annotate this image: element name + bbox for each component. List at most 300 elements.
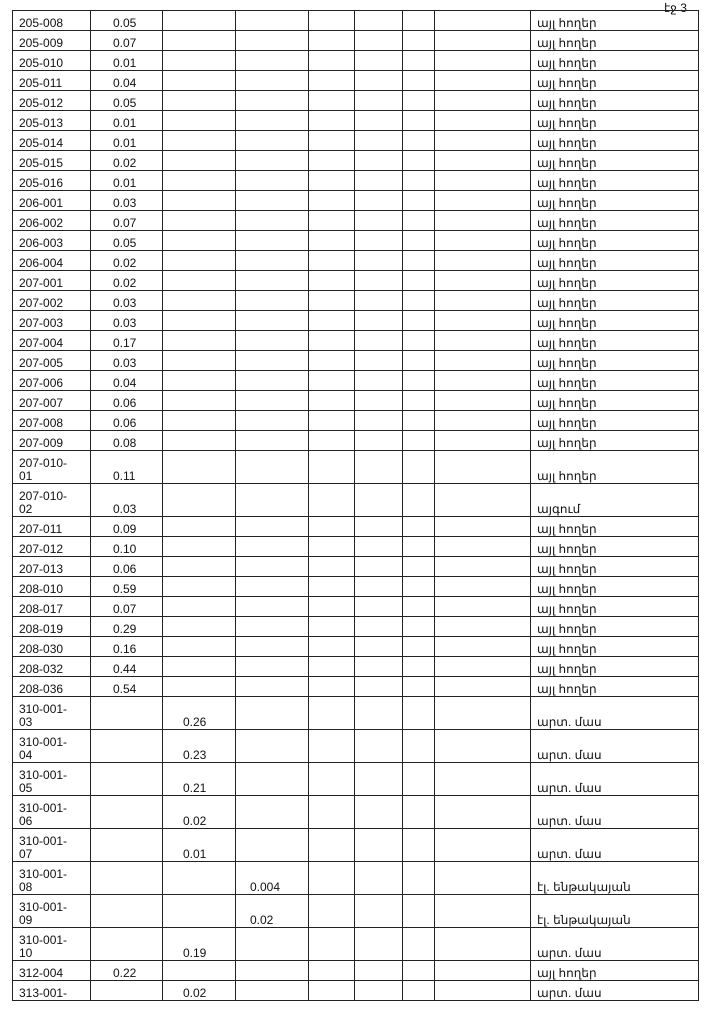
- table-row: [13, 763, 699, 796]
- table-row: [13, 431, 699, 451]
- area-energy-cell: [236, 131, 309, 151]
- empty-cell: [403, 981, 435, 1001]
- empty-cell: [435, 251, 531, 271]
- area-other-cell: 0.05: [91, 91, 163, 111]
- empty-cell: [355, 11, 403, 31]
- area-industrial-cell: [163, 291, 236, 311]
- empty-cell: [309, 231, 355, 251]
- area-other-cell: [91, 763, 163, 796]
- area-energy-cell: [236, 537, 309, 557]
- empty-cell: [309, 961, 355, 981]
- land-type-cell: այլ հողեր: [531, 637, 699, 657]
- empty-cell: [435, 31, 531, 51]
- area-other-cell: 0.01: [91, 111, 163, 131]
- area-energy-cell: [236, 311, 309, 331]
- area-other-cell: [91, 697, 163, 730]
- table-row: [13, 31, 699, 51]
- area-energy-cell: [236, 517, 309, 537]
- empty-cell: [403, 637, 435, 657]
- area-other-cell: [91, 862, 163, 895]
- empty-cell: [435, 71, 531, 91]
- empty-cell: [435, 431, 531, 451]
- empty-cell: [355, 617, 403, 637]
- empty-cell: [355, 51, 403, 71]
- area-other-cell: 0.03: [91, 291, 163, 311]
- area-other-cell: 0.44: [91, 657, 163, 677]
- land-type-cell: այլ հողեր: [531, 271, 699, 291]
- empty-cell: [309, 371, 355, 391]
- land-type-cell: այլ հողեր: [531, 311, 699, 331]
- empty-cell: [355, 597, 403, 617]
- area-other-cell: 0.06: [91, 411, 163, 431]
- area-energy-cell: [236, 928, 309, 961]
- area-industrial-cell: [163, 171, 236, 191]
- table-row: [13, 151, 699, 171]
- empty-cell: [309, 928, 355, 961]
- land-type-cell: արտ. մաս: [531, 730, 699, 763]
- table-row: [13, 597, 699, 617]
- empty-cell: [403, 131, 435, 151]
- empty-cell: [403, 697, 435, 730]
- area-energy-cell: [236, 697, 309, 730]
- empty-cell: [355, 537, 403, 557]
- empty-cell: [403, 577, 435, 597]
- parcel-id-cell: 208-032: [13, 657, 91, 677]
- empty-cell: [309, 31, 355, 51]
- area-energy-cell: [236, 981, 309, 1001]
- area-energy-cell: [236, 291, 309, 311]
- area-other-cell: 0.17: [91, 331, 163, 351]
- parcel-id-cell: 207-007: [13, 391, 91, 411]
- land-type-cell: արտ. մաս: [531, 796, 699, 829]
- empty-cell: [309, 730, 355, 763]
- empty-cell: [435, 151, 531, 171]
- area-energy-cell: [236, 11, 309, 31]
- parcel-id-cell: 207-008: [13, 411, 91, 431]
- table-row: [13, 331, 699, 351]
- parcel-id-cell: 207-010- 01: [13, 451, 91, 484]
- empty-cell: [435, 981, 531, 1001]
- empty-cell: [355, 251, 403, 271]
- area-industrial-cell: 0.23: [163, 730, 236, 763]
- land-type-cell: այլ հողեր: [531, 677, 699, 697]
- area-industrial-cell: [163, 371, 236, 391]
- table-row: [13, 271, 699, 291]
- land-type-cell: այլ հողեր: [531, 557, 699, 577]
- empty-cell: [403, 677, 435, 697]
- parcel-id-cell: 205-014: [13, 131, 91, 151]
- empty-cell: [309, 191, 355, 211]
- empty-cell: [355, 763, 403, 796]
- area-energy-cell: [236, 617, 309, 637]
- empty-cell: [403, 451, 435, 484]
- table-row: [13, 371, 699, 391]
- land-type-cell: այլ հողեր: [531, 451, 699, 484]
- empty-cell: [309, 411, 355, 431]
- area-industrial-cell: [163, 657, 236, 677]
- area-industrial-cell: [163, 451, 236, 484]
- empty-cell: [435, 961, 531, 981]
- empty-cell: [435, 91, 531, 111]
- area-energy-cell: 0.004: [236, 862, 309, 895]
- empty-cell: [403, 191, 435, 211]
- area-industrial-cell: [163, 231, 236, 251]
- empty-cell: [403, 111, 435, 131]
- empty-cell: [403, 211, 435, 231]
- table-row: [13, 637, 699, 657]
- parcel-id-cell: 207-013: [13, 557, 91, 577]
- area-energy-cell: [236, 211, 309, 231]
- area-energy-cell: [236, 71, 309, 91]
- empty-cell: [355, 151, 403, 171]
- parcel-id-cell: 206-004: [13, 251, 91, 271]
- empty-cell: [355, 981, 403, 1001]
- empty-cell: [435, 131, 531, 151]
- empty-cell: [309, 131, 355, 151]
- area-other-cell: [91, 796, 163, 829]
- empty-cell: [355, 351, 403, 371]
- empty-cell: [403, 251, 435, 271]
- empty-cell: [435, 331, 531, 351]
- empty-cell: [435, 796, 531, 829]
- parcel-id-cell: 207-006: [13, 371, 91, 391]
- area-industrial-cell: 0.02: [163, 796, 236, 829]
- empty-cell: [435, 862, 531, 895]
- land-type-cell: այլ հողեր: [531, 371, 699, 391]
- empty-cell: [355, 577, 403, 597]
- land-type-cell: արտ. մաս: [531, 829, 699, 862]
- land-type-cell: այլ հողեր: [531, 331, 699, 351]
- empty-cell: [355, 829, 403, 862]
- land-type-cell: այլ հողեր: [531, 537, 699, 557]
- area-other-cell: 0.07: [91, 597, 163, 617]
- area-industrial-cell: [163, 111, 236, 131]
- table-row: [13, 517, 699, 537]
- empty-cell: [403, 31, 435, 51]
- empty-cell: [309, 677, 355, 697]
- land-type-cell: այլ հողեր: [531, 31, 699, 51]
- empty-cell: [403, 617, 435, 637]
- empty-cell: [309, 271, 355, 291]
- area-industrial-cell: [163, 895, 236, 928]
- area-energy-cell: [236, 31, 309, 51]
- empty-cell: [435, 517, 531, 537]
- parcel-id-cell: 208-019: [13, 617, 91, 637]
- empty-cell: [309, 617, 355, 637]
- area-energy-cell: [236, 597, 309, 617]
- empty-cell: [403, 331, 435, 351]
- land-type-cell: արտ. մաս: [531, 763, 699, 796]
- table-row: [13, 981, 699, 1001]
- area-other-cell: [91, 981, 163, 1001]
- empty-cell: [435, 763, 531, 796]
- empty-cell: [309, 211, 355, 231]
- area-energy-cell: [236, 829, 309, 862]
- area-other-cell: 0.03: [91, 191, 163, 211]
- land-type-cell: այլ հողեր: [531, 617, 699, 637]
- land-type-cell: այլ հողեր: [531, 597, 699, 617]
- empty-cell: [403, 171, 435, 191]
- empty-cell: [435, 730, 531, 763]
- area-energy-cell: [236, 451, 309, 484]
- area-other-cell: 0.07: [91, 211, 163, 231]
- empty-cell: [355, 131, 403, 151]
- area-industrial-cell: [163, 517, 236, 537]
- area-industrial-cell: [163, 677, 236, 697]
- parcel-id-cell: 207-005: [13, 351, 91, 371]
- land-type-cell: այլ հողեր: [531, 131, 699, 151]
- empty-cell: [355, 211, 403, 231]
- land-type-cell: այլ հողեր: [531, 391, 699, 411]
- empty-cell: [403, 657, 435, 677]
- area-other-cell: 0.54: [91, 677, 163, 697]
- table-row: [13, 697, 699, 730]
- table-row: [13, 231, 699, 251]
- parcel-id-cell: 205-008: [13, 11, 91, 31]
- empty-cell: [403, 431, 435, 451]
- empty-cell: [309, 537, 355, 557]
- area-other-cell: 0.04: [91, 371, 163, 391]
- empty-cell: [355, 71, 403, 91]
- area-other-cell: 0.03: [91, 484, 163, 517]
- empty-cell: [435, 391, 531, 411]
- area-industrial-cell: [163, 961, 236, 981]
- table-row: [13, 537, 699, 557]
- parcel-id-cell: 205-012: [13, 91, 91, 111]
- page-number-label: էջ 3: [664, 1, 687, 15]
- land-type-cell: այլ հողեր: [531, 517, 699, 537]
- land-type-cell: այլ հողեր: [531, 11, 699, 31]
- parcel-id-cell: 208-036: [13, 677, 91, 697]
- empty-cell: [403, 371, 435, 391]
- empty-cell: [309, 981, 355, 1001]
- empty-cell: [355, 677, 403, 697]
- area-energy-cell: [236, 151, 309, 171]
- table-row: [13, 677, 699, 697]
- area-other-cell: 0.02: [91, 151, 163, 171]
- empty-cell: [309, 517, 355, 537]
- empty-cell: [309, 111, 355, 131]
- empty-cell: [355, 451, 403, 484]
- area-industrial-cell: [163, 597, 236, 617]
- parcel-id-cell: 205-011: [13, 71, 91, 91]
- land-type-cell: այլ հողեր: [531, 211, 699, 231]
- empty-cell: [403, 557, 435, 577]
- area-other-cell: 0.16: [91, 637, 163, 657]
- empty-cell: [403, 796, 435, 829]
- empty-cell: [403, 829, 435, 862]
- parcel-id-cell: 208-010: [13, 577, 91, 597]
- area-other-cell: 0.08: [91, 431, 163, 451]
- area-energy-cell: [236, 796, 309, 829]
- area-other-cell: 0.10: [91, 537, 163, 557]
- empty-cell: [355, 431, 403, 451]
- area-energy-cell: 0.02: [236, 895, 309, 928]
- empty-cell: [403, 961, 435, 981]
- empty-cell: [309, 657, 355, 677]
- empty-cell: [355, 311, 403, 331]
- empty-cell: [403, 71, 435, 91]
- area-industrial-cell: [163, 51, 236, 71]
- area-industrial-cell: [163, 211, 236, 231]
- area-energy-cell: [236, 763, 309, 796]
- parcel-id-cell: 310-001- 03: [13, 697, 91, 730]
- area-industrial-cell: [163, 71, 236, 91]
- empty-cell: [309, 351, 355, 371]
- table-row: [13, 961, 699, 981]
- parcel-id-cell: 207-002: [13, 291, 91, 311]
- area-industrial-cell: 0.19: [163, 928, 236, 961]
- table-row: [13, 730, 699, 763]
- area-other-cell: 0.29: [91, 617, 163, 637]
- table-row: [13, 451, 699, 484]
- area-other-cell: 0.03: [91, 351, 163, 371]
- empty-cell: [435, 191, 531, 211]
- land-type-cell: այլ հողեր: [531, 411, 699, 431]
- area-industrial-cell: [163, 431, 236, 451]
- area-industrial-cell: [163, 557, 236, 577]
- empty-cell: [355, 171, 403, 191]
- land-type-cell: այլ հողեր: [531, 657, 699, 677]
- empty-cell: [309, 171, 355, 191]
- table-row: [13, 191, 699, 211]
- area-industrial-cell: [163, 331, 236, 351]
- area-energy-cell: [236, 391, 309, 411]
- area-industrial-cell: [163, 637, 236, 657]
- land-type-cell: այգում: [531, 484, 699, 517]
- parcel-id-cell: 208-030: [13, 637, 91, 657]
- area-other-cell: 0.05: [91, 11, 163, 31]
- empty-cell: [309, 391, 355, 411]
- table-row: [13, 895, 699, 928]
- area-energy-cell: [236, 251, 309, 271]
- land-type-cell: այլ հողեր: [531, 191, 699, 211]
- land-type-cell: այլ հողեր: [531, 577, 699, 597]
- empty-cell: [403, 351, 435, 371]
- land-type-cell: այլ հողեր: [531, 51, 699, 71]
- empty-cell: [355, 484, 403, 517]
- land-parcel-table: [12, 10, 699, 1001]
- parcel-id-cell: 312-004: [13, 961, 91, 981]
- land-type-cell: այլ հողեր: [531, 151, 699, 171]
- table-row: [13, 411, 699, 431]
- land-type-cell: այլ հողեր: [531, 231, 699, 251]
- table-row: [13, 484, 699, 517]
- area-energy-cell: [236, 271, 309, 291]
- empty-cell: [403, 895, 435, 928]
- empty-cell: [355, 796, 403, 829]
- table-row: [13, 111, 699, 131]
- parcel-id-cell: 310-001- 08: [13, 862, 91, 895]
- empty-cell: [435, 895, 531, 928]
- empty-cell: [309, 11, 355, 31]
- empty-cell: [435, 637, 531, 657]
- land-type-cell: էլ. ենթակայան: [531, 895, 699, 928]
- table-row: [13, 51, 699, 71]
- area-energy-cell: [236, 111, 309, 131]
- empty-cell: [355, 331, 403, 351]
- area-industrial-cell: 0.26: [163, 697, 236, 730]
- empty-cell: [403, 291, 435, 311]
- empty-cell: [435, 11, 531, 31]
- land-type-cell: այլ հողեր: [531, 71, 699, 91]
- area-energy-cell: [236, 961, 309, 981]
- area-other-cell: 0.11: [91, 451, 163, 484]
- table-row: [13, 211, 699, 231]
- table-row: [13, 928, 699, 961]
- table-row: [13, 171, 699, 191]
- empty-cell: [403, 928, 435, 961]
- area-other-cell: 0.01: [91, 51, 163, 71]
- parcel-id-cell: 205-015: [13, 151, 91, 171]
- area-other-cell: 0.03: [91, 311, 163, 331]
- area-industrial-cell: [163, 862, 236, 895]
- area-industrial-cell: 0.21: [163, 763, 236, 796]
- empty-cell: [355, 517, 403, 537]
- area-energy-cell: [236, 484, 309, 517]
- area-energy-cell: [236, 351, 309, 371]
- empty-cell: [355, 271, 403, 291]
- area-industrial-cell: [163, 391, 236, 411]
- empty-cell: [403, 862, 435, 895]
- empty-cell: [435, 617, 531, 637]
- empty-cell: [355, 895, 403, 928]
- land-type-cell: այլ հողեր: [531, 351, 699, 371]
- area-energy-cell: [236, 577, 309, 597]
- parcel-id-cell: 207-003: [13, 311, 91, 331]
- area-energy-cell: [236, 171, 309, 191]
- land-type-cell: այլ հողեր: [531, 91, 699, 111]
- table-row: [13, 351, 699, 371]
- empty-cell: [435, 677, 531, 697]
- land-type-cell: այլ հողեր: [531, 961, 699, 981]
- table-row: [13, 829, 699, 862]
- empty-cell: [435, 829, 531, 862]
- area-industrial-cell: [163, 191, 236, 211]
- area-other-cell: 0.04: [91, 71, 163, 91]
- empty-cell: [403, 411, 435, 431]
- parcel-id-cell: 207-001: [13, 271, 91, 291]
- land-type-cell: արտ. մաս: [531, 697, 699, 730]
- area-industrial-cell: [163, 311, 236, 331]
- empty-cell: [435, 697, 531, 730]
- empty-cell: [403, 311, 435, 331]
- land-type-cell: արտ. մաս: [531, 981, 699, 1001]
- area-other-cell: 0.59: [91, 577, 163, 597]
- area-industrial-cell: [163, 577, 236, 597]
- area-other-cell: 0.01: [91, 171, 163, 191]
- empty-cell: [355, 637, 403, 657]
- empty-cell: [435, 411, 531, 431]
- empty-cell: [435, 657, 531, 677]
- area-energy-cell: [236, 191, 309, 211]
- empty-cell: [403, 537, 435, 557]
- area-industrial-cell: [163, 11, 236, 31]
- area-industrial-cell: 0.02: [163, 981, 236, 1001]
- empty-cell: [355, 91, 403, 111]
- table-row: [13, 71, 699, 91]
- empty-cell: [435, 271, 531, 291]
- area-industrial-cell: [163, 351, 236, 371]
- empty-cell: [309, 431, 355, 451]
- empty-cell: [309, 91, 355, 111]
- table-row: [13, 131, 699, 151]
- empty-cell: [435, 211, 531, 231]
- empty-cell: [435, 597, 531, 617]
- land-type-cell: այլ հողեր: [531, 251, 699, 271]
- land-type-cell: էլ. ենթակայան: [531, 862, 699, 895]
- empty-cell: [309, 829, 355, 862]
